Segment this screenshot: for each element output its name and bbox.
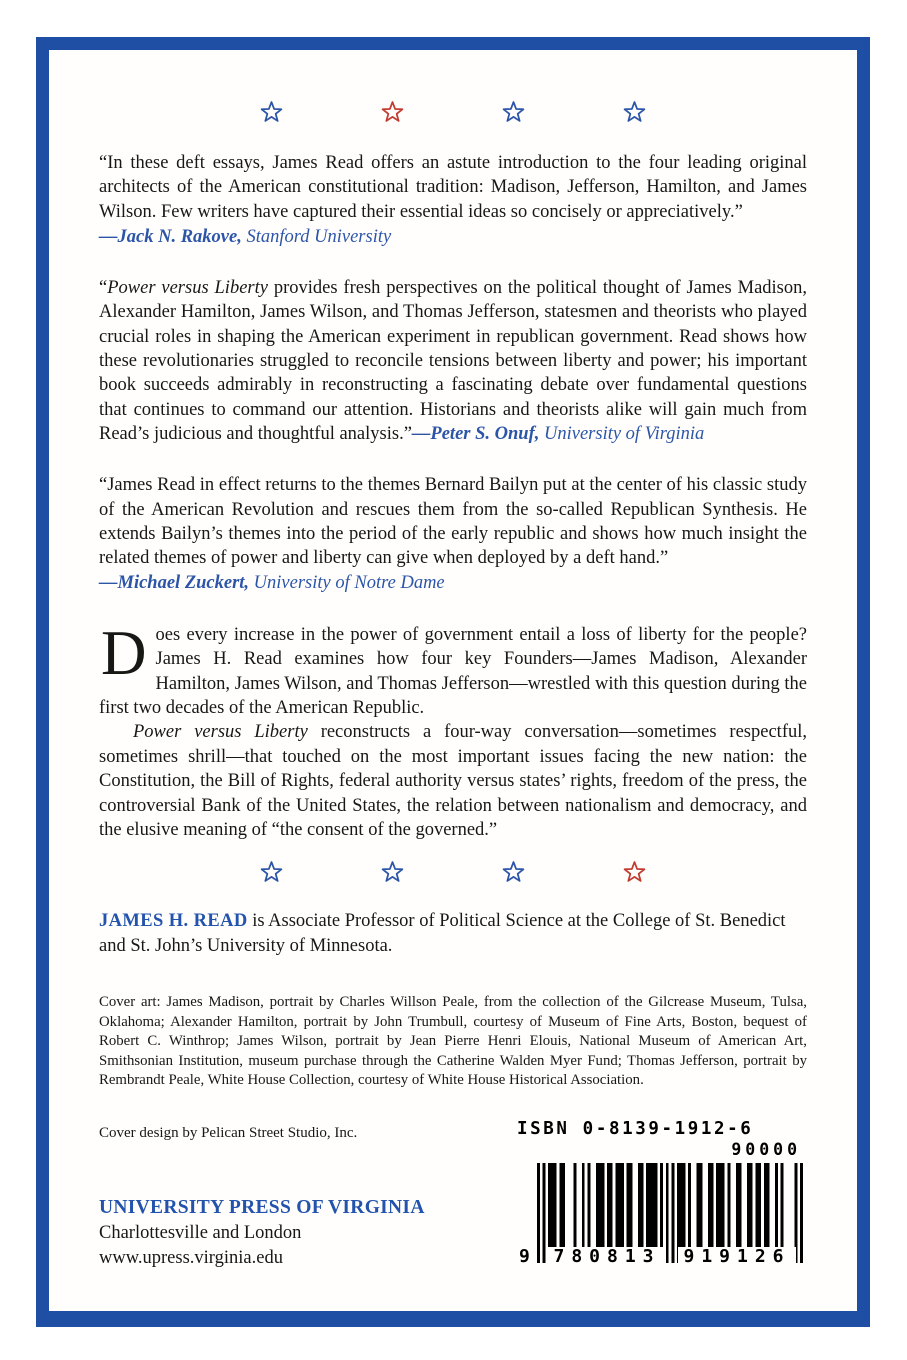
stars-row-top	[99, 100, 807, 125]
author-name: JAMES H. READ	[99, 911, 248, 932]
attribution-affiliation: University of Virginia	[539, 423, 705, 444]
drop-cap: D	[101, 617, 147, 688]
star-icon	[380, 860, 405, 885]
star-icon	[622, 860, 647, 885]
publisher-name: UNIVERSITY PRESS OF VIRGINIA	[99, 1196, 425, 1218]
barcode	[517, 1163, 807, 1265]
description-text: reconstructs a four-way conversation—sometimes respectful, sometimes shrill—that touched on the most important issues facing the new nation: the Constitution, the Bill of Rights, federal authority versus states’ rights, freedom of the press, the controversial Bank of the United States, the relation between nationalism and democracy, and the elusive meaning of “the consent of the governed.”	[99, 722, 807, 840]
bottom-left-column	[99, 1119, 499, 1271]
blurb-attribution	[99, 225, 807, 249]
blurb-onuf	[99, 276, 807, 446]
book-title-italic: Power versus Liberty	[107, 278, 268, 299]
open-quote: “	[99, 278, 108, 299]
attribution-name: —Jack N. Rakove,	[99, 226, 242, 247]
blurb-text	[99, 276, 807, 446]
price-code: 90000	[731, 1139, 801, 1159]
publisher-website: www.upress.virginia.edu	[99, 1247, 283, 1268]
star-icon	[501, 860, 526, 885]
author-bio-text: is Associate Professor of Political Science at the College of St. Benedict and St. John’s University of Minnesota.	[99, 911, 786, 957]
star-icon	[380, 100, 405, 125]
publisher-location: Charlottesville and London	[99, 1222, 302, 1243]
book-description	[99, 617, 807, 843]
blurb-body: provides fresh perspectives on the political thought of James Madison, Alexander Hamilton, James Wilson, and Thomas Jefferson, statesmen and theorists who played crucial roles in shaping the American experiment in republican government. Read shows how these revolutionaries struggled to reconcile tensions between liberty and power; his important book succeeds admirably in reconstructing a fascinating debate over fundamental questions that continues to command our attention. Historians and theorists alike will gain much from Read’s judicious and thoughtful analysis.”	[99, 278, 807, 444]
cover-art-credit: Cover art: James Madison, portrait by Charles Willson Peale, from the collection of the Gilcrease Museum, Tulsa, Oklahoma; Alexander Hamilton, portrait by John Trumbull, courtesy of Museum of Fine Arts, Boston, bequest of Robert C. Winthrop; James Wilson, portrait by Jean Pierre Henri Elouis, National Museum of American Art, Smithsonian Institution, museum purchase through the Catherine Walden Myer Fund; Thomas Jefferson, portrait by Rembrandt Peale, White House Collection, courtesy of White House Historical Association.	[99, 994, 807, 1089]
star-icon	[259, 860, 284, 885]
barcode-block	[517, 1119, 807, 1271]
barcode-digit-left: 9	[519, 1245, 530, 1267]
blurb-text: “In these deft essays, James Read offers an astute introduction to the four leading original architects of the American constitutional tradition: Madison, Jefferson, Hamilton, and James Wilson. Few writers have captured their essential ideas so concisely or appreciatively.”	[99, 153, 807, 222]
author-bio	[99, 909, 807, 959]
isbn-label: ISBN 0-8139-1912-6	[517, 1118, 754, 1139]
barcode-digits-group2: 919126	[678, 1247, 796, 1266]
description-para-1	[99, 617, 807, 721]
attribution-affiliation: Stanford University	[241, 226, 392, 247]
description-text: oes every increase in the power of government entail a loss of liberty for the people? James H. Read examines how four key Founders—James Madison, Alexander Hamilton, James Wilson, and Thomas Jefferson—wrestled with this question during the first two decades of the American Republic.	[99, 624, 807, 718]
attribution-name: —Peter S. Onuf,	[411, 423, 540, 444]
book-title-italic: Power versus Liberty	[133, 722, 308, 743]
blurb-rakove	[99, 151, 807, 249]
blurb-attribution	[99, 571, 807, 595]
attribution-name: —Michael Zuckert,	[99, 573, 250, 594]
cover-frame	[36, 37, 870, 1327]
stars-row-bottom	[99, 860, 807, 885]
barcode-digits-group1: 780813	[548, 1247, 666, 1266]
blurb-zuckert	[99, 473, 807, 595]
star-icon	[622, 100, 647, 125]
star-icon	[259, 100, 284, 125]
description-para-2	[99, 720, 807, 842]
star-icon	[501, 100, 526, 125]
attribution-affiliation: University of Notre Dame	[249, 573, 445, 594]
cover-design-credit: Cover design by Pelican Street Studio, Inc.	[99, 1124, 358, 1141]
blurb-text: “James Read in effect returns to the themes Bernard Bailyn put at the center of his classic study of the American Revolution and rescues them from the so-called Republican Synthesis. He extends Bailyn’s themes into the period of the early republic and shows how much insight the related themes of power and liberty can give when deployed by a deft hand.”	[99, 475, 807, 569]
back-cover-content	[49, 50, 857, 1311]
bottom-row	[99, 1119, 807, 1271]
publisher-block	[99, 1195, 499, 1271]
